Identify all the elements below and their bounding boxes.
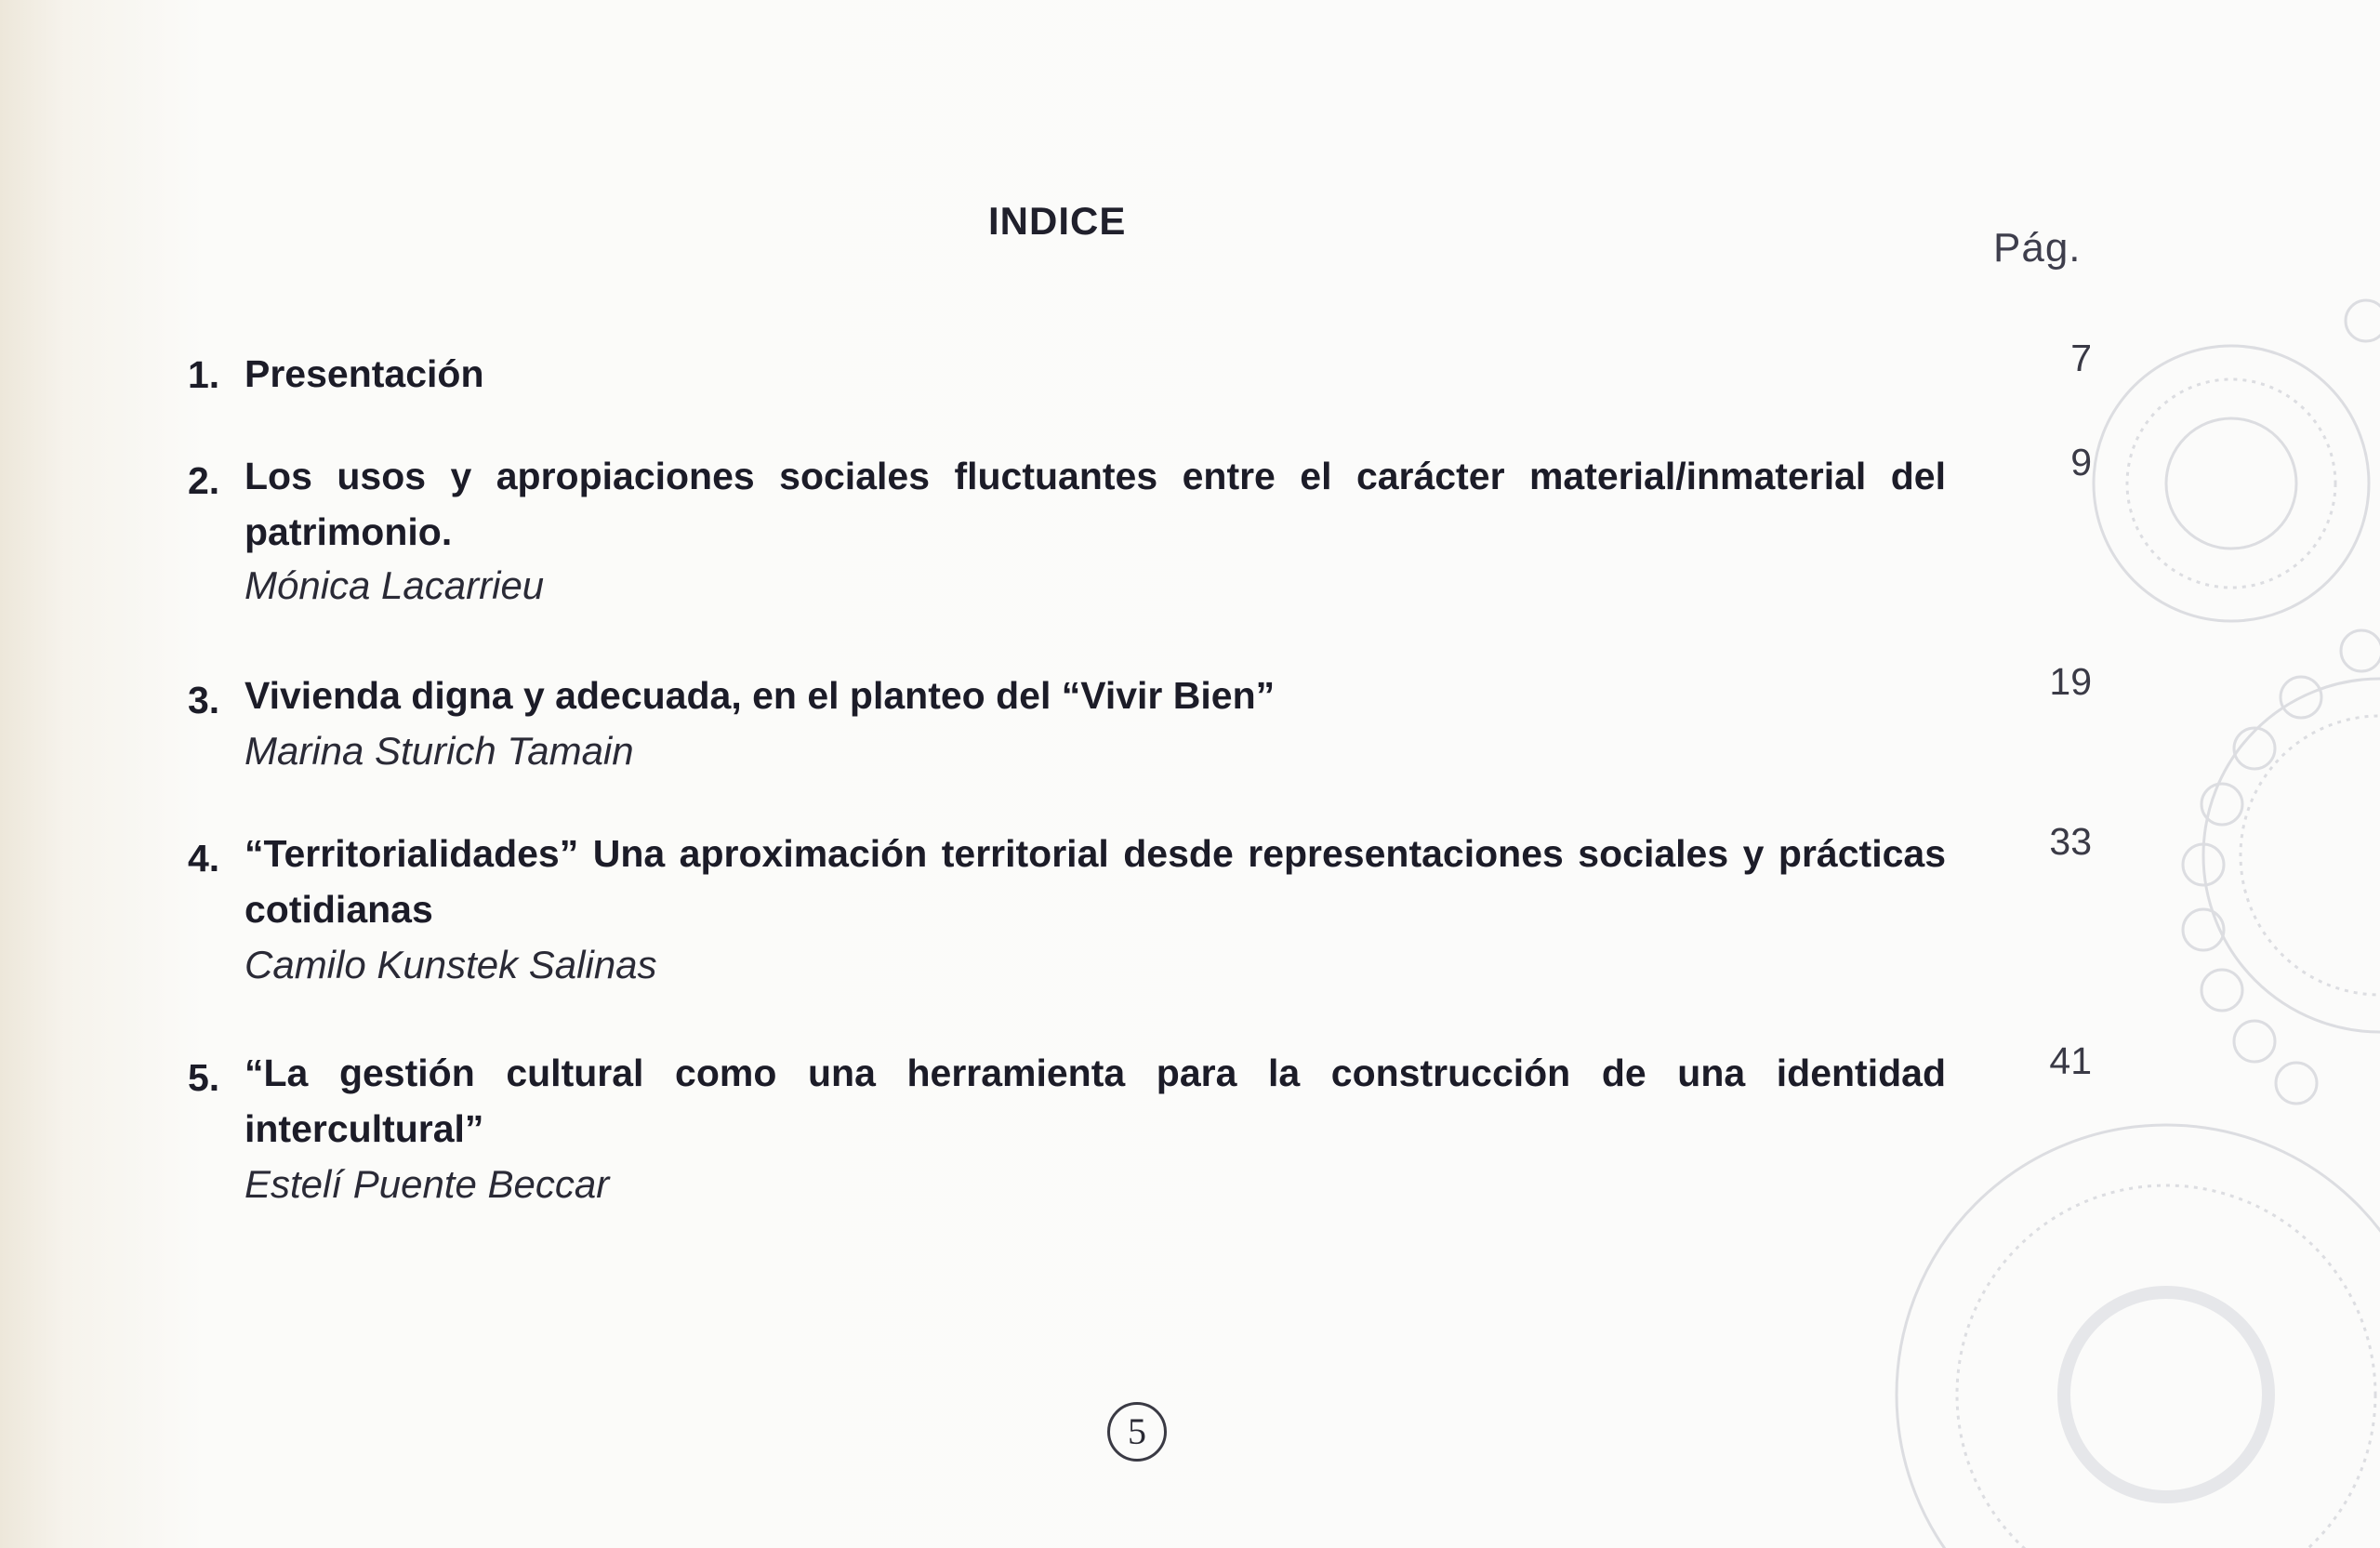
entry-4-title: “Territorialidades” Una aproximación territorial desde representaciones sociales y prácticas cotidianas (245, 832, 1946, 931)
entry-3-page: 19 (2049, 660, 2092, 703)
entry-5-number: 5. (188, 1056, 220, 1099)
entry-3-number: 3. (188, 679, 220, 721)
index-title: INDICE (988, 199, 1127, 243)
entry-2-number: 2. (188, 459, 220, 502)
entry-5-author: Estelí Puente Beccar (245, 1162, 610, 1206)
entry-1-title: Presentación (245, 352, 484, 395)
entry-1-page: 7 (2070, 337, 2092, 379)
entry-5-page: 41 (2049, 1039, 2092, 1082)
entry-4-author: Camilo Kunstek Salinas (245, 943, 657, 986)
page-column-label: Pág. (1993, 225, 2082, 271)
entry-3-title: Vivienda digna y adecuada, en el planteo del “Vivir Bien” (245, 674, 1276, 717)
page-number-badge: 5 (1107, 1402, 1167, 1462)
entry-2-title: Los usos y apropiaciones sociales fluctuantes entre el carácter material/inmaterial del patrimonio. (245, 455, 1946, 553)
entry-2-page: 9 (2070, 441, 2092, 483)
entry-4-page: 33 (2049, 820, 2092, 863)
entry-2-author: Mónica Lacarrieu (245, 563, 545, 607)
entry-1-number: 1. (188, 353, 220, 396)
entry-4-number: 4. (188, 837, 220, 880)
entry-3-author: Marina Sturich Tamain (245, 729, 634, 773)
entry-5-title: “La gestión cultural como una herramienta para la construcción de una identidad intercultural” (245, 1052, 1946, 1150)
